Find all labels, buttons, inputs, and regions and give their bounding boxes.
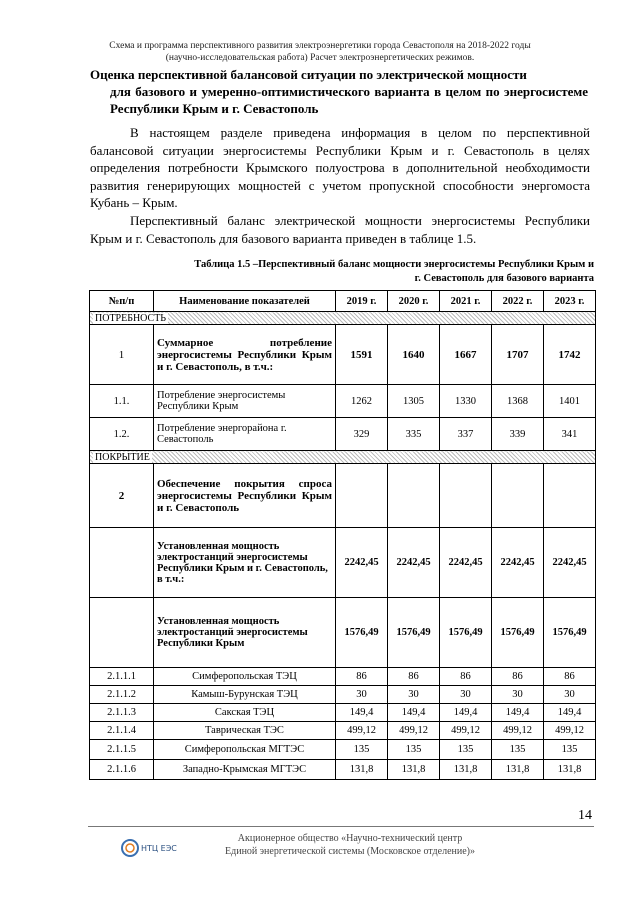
cell-value: 499,12 [440, 722, 492, 740]
row-name: Симферопольская ТЭЦ [154, 668, 336, 686]
row-num: 2.1.1.6 [90, 760, 154, 780]
row-name: Сакская ТЭЦ [154, 704, 336, 722]
cell-value [388, 464, 440, 528]
cell-value: 2242,45 [440, 528, 492, 598]
cell-value: 131,8 [440, 760, 492, 780]
col-header-2023: 2023 г. [544, 291, 596, 312]
footer-line-1: Акционерное общество «Научно-технический центр [237, 833, 463, 844]
header-line-1: Схема и программа перспективного развития электроэнергетики города Севастополя на 2018-2022 годы [109, 41, 531, 51]
row-num: 2.1.1.4 [90, 722, 154, 740]
section-row-coverage [90, 451, 596, 464]
row-num: 2.1.1.3 [90, 704, 154, 722]
cell-value: 135 [388, 740, 440, 760]
cell-value: 1576,49 [336, 598, 388, 668]
cell-value: 149,4 [440, 704, 492, 722]
cell-value [492, 464, 544, 528]
cell-value: 86 [440, 668, 492, 686]
row-name: Установленная мощность электростанций энергосистемы Республики Крым и г. Севастополь, в т.ч.: [154, 528, 336, 598]
cell-value: 1742 [544, 325, 596, 385]
cell-value: 1305 [388, 385, 440, 418]
footer-divider [88, 826, 594, 827]
row-name: Установленная мощность электростанций энергосистемы Республики Крым [154, 598, 336, 668]
cell-value: 1330 [440, 385, 492, 418]
cell-value: 335 [388, 418, 440, 451]
row-name: Камыш-Бурунская ТЭЦ [154, 686, 336, 704]
cell-value: 86 [544, 668, 596, 686]
cell-value: 131,8 [492, 760, 544, 780]
row-name: Симферопольская МГТЭС [154, 740, 336, 760]
paragraph-2: Перспективный баланс электрической мощности энергосистемы Республики Крым и г. Севастополь для базового варианта приведен в таблице 1.5. [90, 213, 590, 246]
cell-value: 135 [336, 740, 388, 760]
title-rest: для базового и умеренно-оптимистического варианта в целом по энергосистеме Республики Крым и г. Севастополь [110, 84, 588, 116]
cell-value: 149,4 [336, 704, 388, 722]
cell-value: 1640 [388, 325, 440, 385]
cell-value: 499,12 [336, 722, 388, 740]
row-num [90, 528, 154, 598]
row-name: Потребление энергосистемы Республики Крым [154, 385, 336, 418]
caption-line-1: Таблица 1.5 –Перспективный баланс мощности энергосистемы Республики Крым и [194, 259, 594, 270]
row-num: 2 [90, 464, 154, 528]
balance-table [89, 290, 596, 780]
cell-value: 131,8 [388, 760, 440, 780]
col-header-2021: 2021 г. [440, 291, 492, 312]
cell-value: 337 [440, 418, 492, 451]
cell-value: 1707 [492, 325, 544, 385]
row-name: Западно-Крымская МГТЭС [154, 760, 336, 780]
cell-value: 2242,45 [388, 528, 440, 598]
title-line-1: Оценка перспективной балансовой ситуации по электрической мощности [90, 67, 527, 82]
table-row [90, 740, 596, 760]
section-label-demand: ПОТРЕБНОСТЬ [95, 312, 167, 324]
section-row-demand [90, 312, 596, 325]
cell-value: 1262 [336, 385, 388, 418]
cell-value: 135 [492, 740, 544, 760]
cell-value: 341 [544, 418, 596, 451]
table-header-row [90, 291, 596, 312]
cell-value: 135 [544, 740, 596, 760]
col-header-2019: 2019 г. [336, 291, 388, 312]
page-header [0, 40, 640, 64]
cell-value: 30 [336, 686, 388, 704]
cell-value: 1576,49 [388, 598, 440, 668]
cell-value: 1576,49 [440, 598, 492, 668]
cell-value: 1401 [544, 385, 596, 418]
cell-value: 1576,49 [492, 598, 544, 668]
cell-value: 86 [336, 668, 388, 686]
table-row [90, 668, 596, 686]
page-number: 14 [578, 808, 592, 823]
cell-value: 30 [544, 686, 596, 704]
cell-value: 131,8 [544, 760, 596, 780]
cell-value: 30 [440, 686, 492, 704]
cell-value: 86 [388, 668, 440, 686]
cell-value: 2242,45 [336, 528, 388, 598]
footer-line-2: Единой энергетической системы (Московское отделение)» [225, 846, 475, 857]
row-num [90, 598, 154, 668]
cell-value: 1368 [492, 385, 544, 418]
cell-value: 131,8 [336, 760, 388, 780]
paragraph-1: В настоящем разделе приведена информация в целом по перспективной балансовой ситуации энергосистемы Республики Крым и г. Севастополь в целях определения потребности Крымского полуострова в дополнительной необходимости развития генерирующих мощностей с учетом пропускной способности энергомоста Кубань – Крым. [90, 125, 590, 210]
table-row [90, 722, 596, 740]
table-row [90, 760, 596, 780]
row-num: 1.2. [90, 418, 154, 451]
logo-text: НТЦ ЕЭС [141, 844, 177, 853]
col-header-num: №п/п [90, 291, 154, 312]
cell-value: 149,4 [388, 704, 440, 722]
table-row [90, 325, 596, 385]
table-row [90, 704, 596, 722]
col-header-2022: 2022 г. [492, 291, 544, 312]
row-num: 2.1.1.5 [90, 740, 154, 760]
company-logo-icon [120, 836, 180, 860]
cell-value: 149,4 [544, 704, 596, 722]
table-caption [140, 258, 594, 285]
col-header-name: Наименование показателей [154, 291, 336, 312]
row-name: Таврическая ТЭС [154, 722, 336, 740]
table-row [90, 598, 596, 668]
cell-value [440, 464, 492, 528]
cell-value: 499,12 [544, 722, 596, 740]
table-row [90, 385, 596, 418]
table-row [90, 464, 596, 528]
cell-value: 329 [336, 418, 388, 451]
cell-value: 1667 [440, 325, 492, 385]
cell-value: 30 [388, 686, 440, 704]
caption-line-2: г. Севастополь для базового варианта [414, 272, 594, 284]
section-label-coverage: ПОКРЫТИЕ [95, 451, 150, 463]
section-title [90, 66, 588, 117]
cell-value: 1591 [336, 325, 388, 385]
row-num: 2.1.1.1 [90, 668, 154, 686]
col-header-2020: 2020 г. [388, 291, 440, 312]
cell-value: 86 [492, 668, 544, 686]
cell-value: 1576,49 [544, 598, 596, 668]
cell-value [336, 464, 388, 528]
row-num: 2.1.1.2 [90, 686, 154, 704]
row-num: 1 [90, 325, 154, 385]
cell-value: 2242,45 [492, 528, 544, 598]
header-line-2: (научно-исследовательская работа) Расчет электроэнергетических режимов. [165, 53, 475, 63]
row-name: Суммарное потребление энергосистемы Республики Крым и г. Севастополь, в т.ч.: [154, 325, 336, 385]
cell-value: 30 [492, 686, 544, 704]
cell-value [544, 464, 596, 528]
table-row [90, 528, 596, 598]
row-name: Потребление энергорайона г. Севастополь [154, 418, 336, 451]
cell-value: 135 [440, 740, 492, 760]
cell-value: 149,4 [492, 704, 544, 722]
cell-value: 499,12 [388, 722, 440, 740]
table-row [90, 686, 596, 704]
row-name: Обеспечение покрытия спроса энергосистемы Республики Крым и г. Севастополь [154, 464, 336, 528]
cell-value: 2242,45 [544, 528, 596, 598]
cell-value: 339 [492, 418, 544, 451]
table-row [90, 418, 596, 451]
row-num: 1.1. [90, 385, 154, 418]
page-footer [200, 832, 500, 858]
cell-value: 499,12 [492, 722, 544, 740]
